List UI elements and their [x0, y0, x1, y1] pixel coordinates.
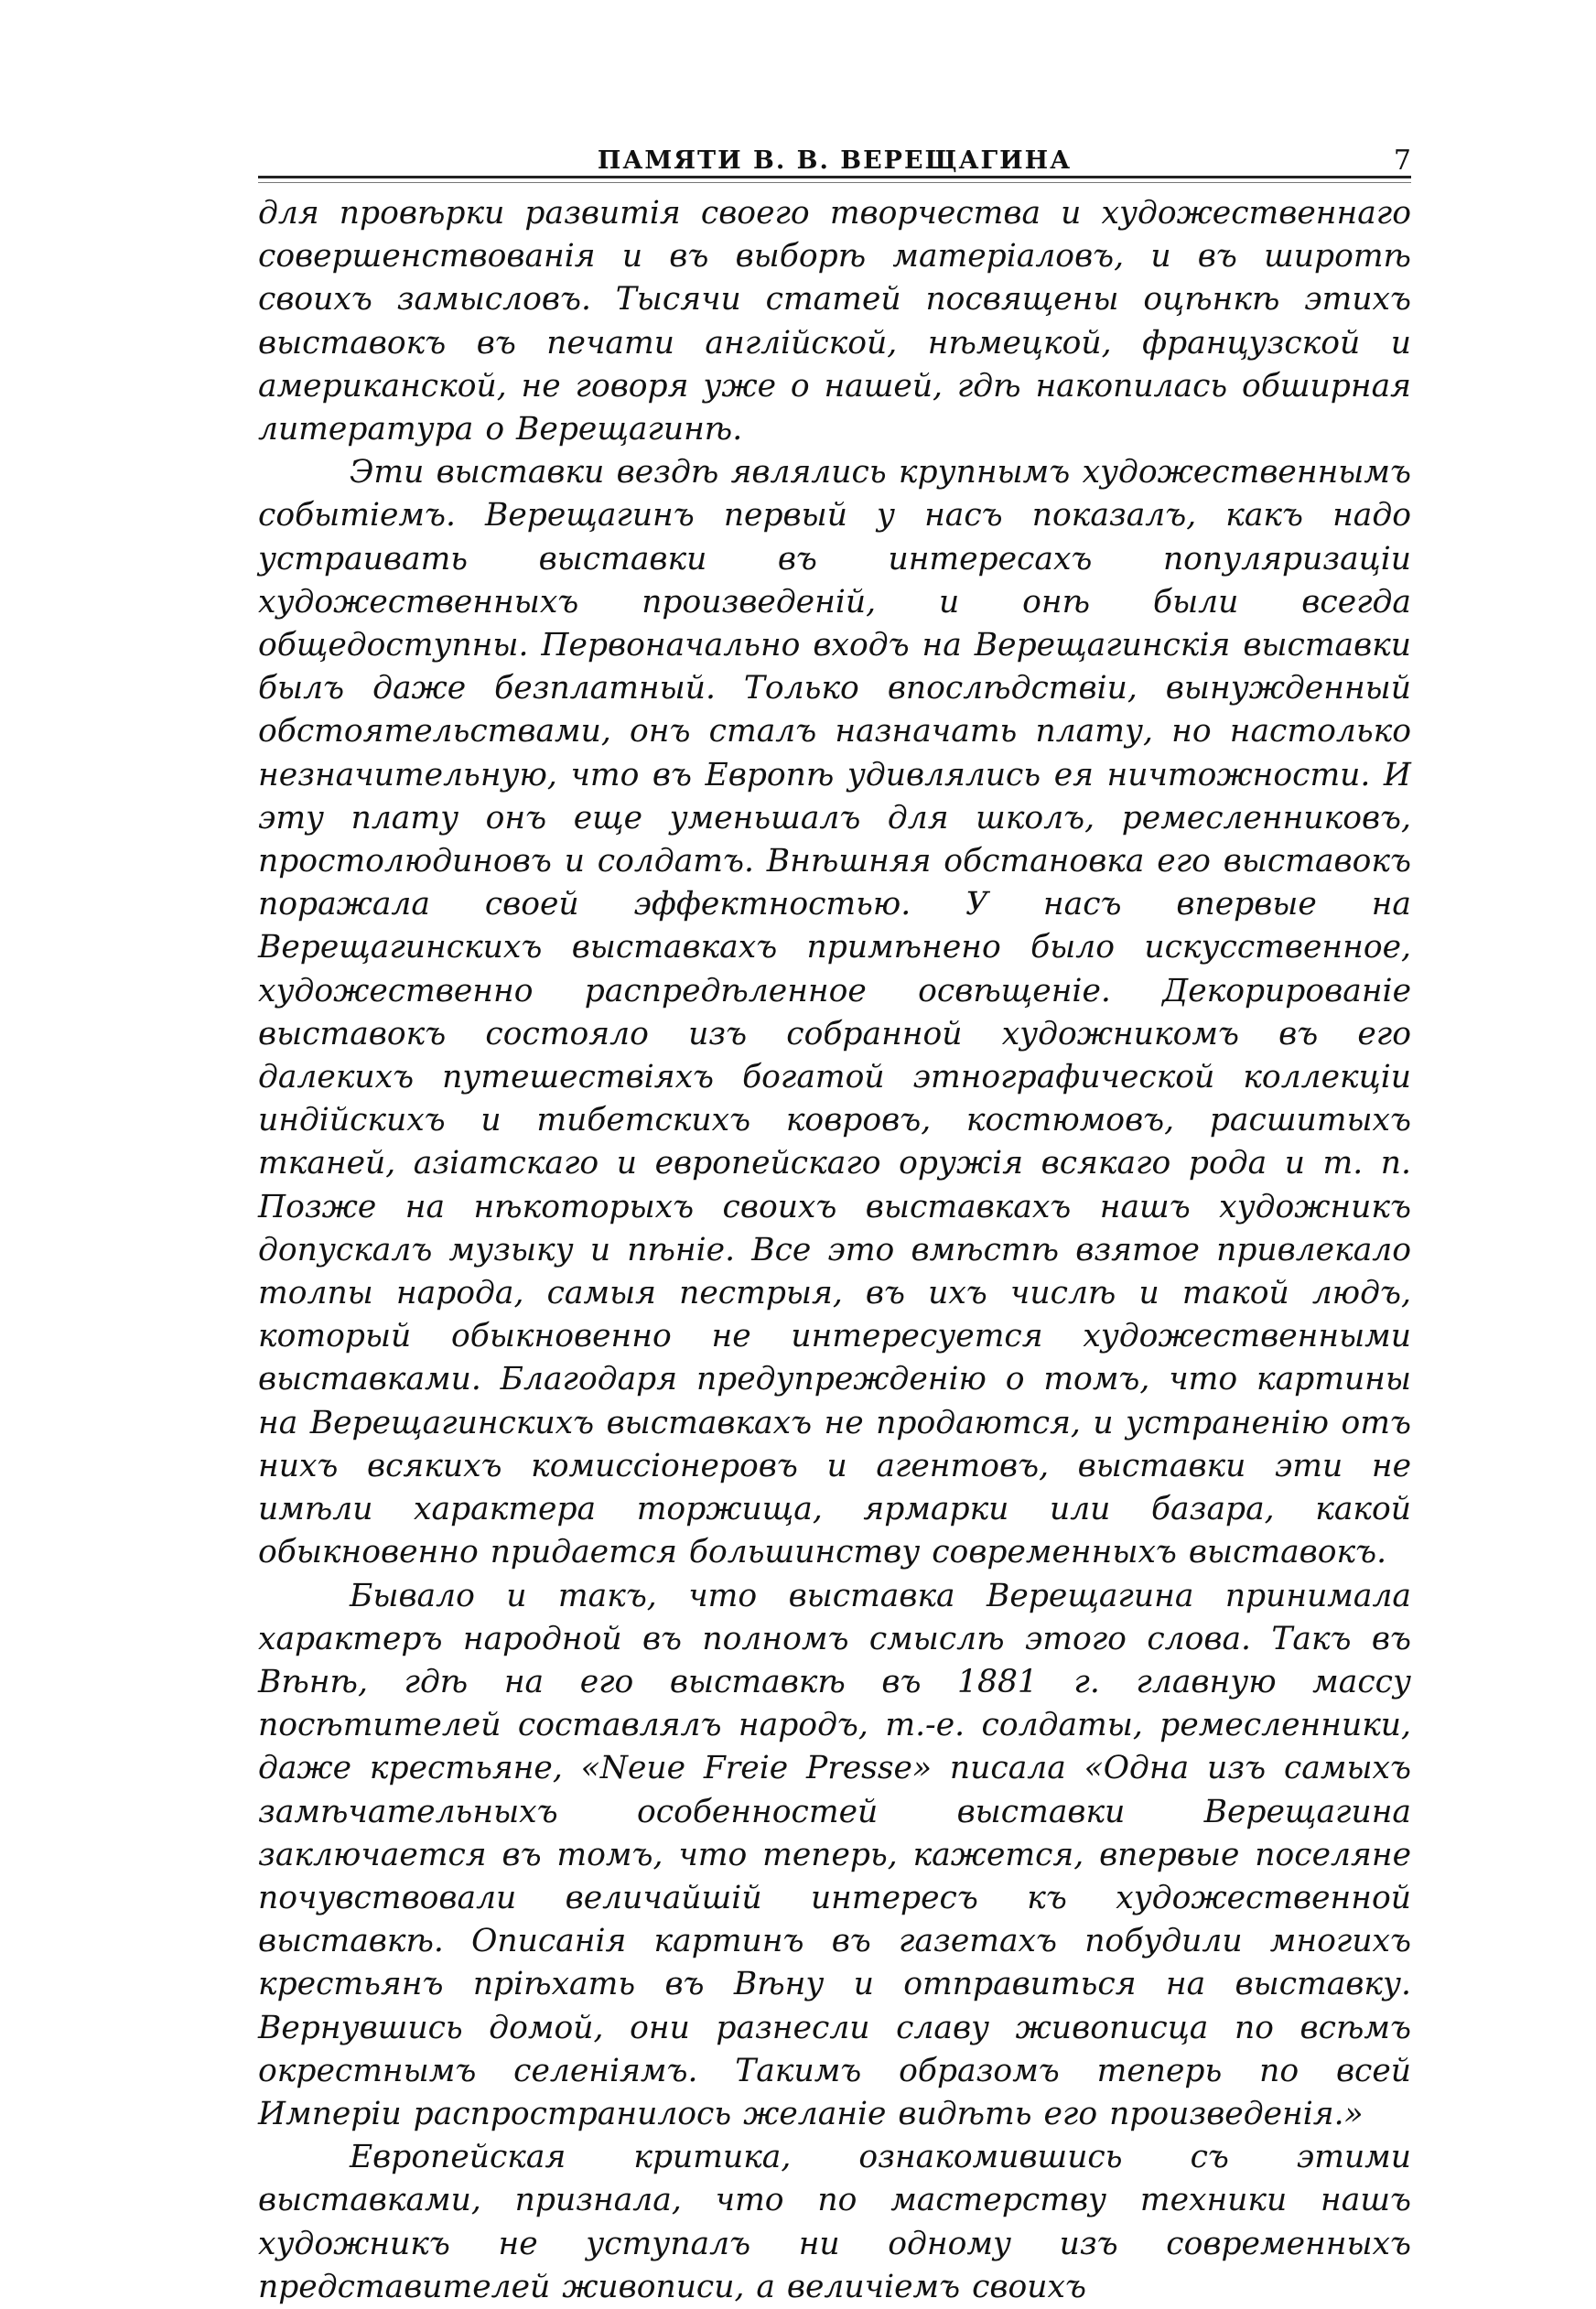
page-number: 7 [1393, 145, 1411, 177]
header-rule [258, 176, 1411, 183]
paragraph: Бывало и такъ, что выставка Верещагина принимала характеръ народной въ полномъ смыслѣ этого слова. Такъ въ Вѣнѣ, гдѣ на его выставкѣ въ 1881 г. главную массу посѣтителей составлялъ народъ, т.-е. солдаты, ремесленники, даже крестьяне, «Neue Freie Presse» писала «Одна изъ самыхъ замѣчательныхъ особенностей выставки Верещагина заключается въ томъ, что теперь, кажется, впервые поселяне почувствовали величайшій интересъ къ художественной выставкѣ. Описанія картинъ въ газетахъ побудили многихъ крестьянъ пріѣхать въ Вѣну и отправиться на выставку. Вернувшись домой, они разнесли славу живописца по всѣмъ окрестнымъ селеніямъ. Такимъ образомъ теперь по всей Имперіи распространилось желаніе видѣть его произведенія.» [258, 1577, 1411, 2132]
paragraph: для провѣрки развитія своего творчества и художественнаго совершенствованія и въ выборѣ матеріаловъ, и въ широтѣ своихъ замысловъ. Тысячи статей посвящены оцѣнкѣ этихъ выставокъ въ печати англійской, нѣмецкой, французской и американской, не говоря уже о нашей, гдѣ накопилась обширная литература о Верещагинѣ. [258, 195, 1411, 448]
running-title: ПАМЯТИ В. В. ВЕРЕЩАГИНА [597, 146, 1073, 175]
paragraph: Эти выставки вездѣ являлись крупнымъ художественнымъ событіемъ. Верещагинъ первый у насъ показалъ, какъ надо устраивать выставки въ интересахъ популяризаціи художественныхъ произведеній, и онѣ были всегда общедоступны. Первоначально входъ на Верещагинскія выставки былъ даже безплатный. Только впослѣдствіи, вынужденный обстоятельствами, онъ сталъ назначать плату, но настолько незначительную, что въ Европѣ удивлялись ея ничтожности. И эту плату онъ еще уменьшалъ для школъ, ремесленниковъ, простолюдиновъ и солдатъ. Внѣшняя обстановка его выставокъ поражала своей эффектностью. У насъ впервые на Верещагинскихъ выставкахъ примѣнено было искусственное, художественно распредѣленное освѣщеніе. Декорированіе выставокъ состояло изъ собранной художникомъ въ его далекихъ путешествіяхъ богатой этнографической коллекціи индійскихъ и тибетскихъ ковровъ, костюмовъ, расшитыхъ тканей, азіатскаго и европейскаго оружія всякаго рода и т. п. Позже на нѣкоторыхъ своихъ выставкахъ нашъ художникъ допускалъ музыку и пѣніе. Все это вмѣстѣ взятое привлекало толпы народа, самыя пестрыя, въ ихъ числѣ и такой людъ, который обыкновенно не интересуется художественными выставками. Благодаря предупрежденію о томъ, что картины на Верещагинскихъ выставкахъ не продаются, и устраненію отъ нихъ всякихъ комиссіонеровъ и агентовъ, выставки эти не имѣли характера торжища, ярмарки или базара, какой обыкновенно придается большинству современныхъ выставокъ. [258, 454, 1411, 1571]
paragraph: Европейская критика, ознакомившись съ этими выставками, признала, что по мастерству техники нашъ художникъ не уступалъ ни одному изъ современныхъ представителей живописи, а величіемъ своихъ [258, 2139, 1411, 2305]
body-text [258, 192, 1411, 2309]
